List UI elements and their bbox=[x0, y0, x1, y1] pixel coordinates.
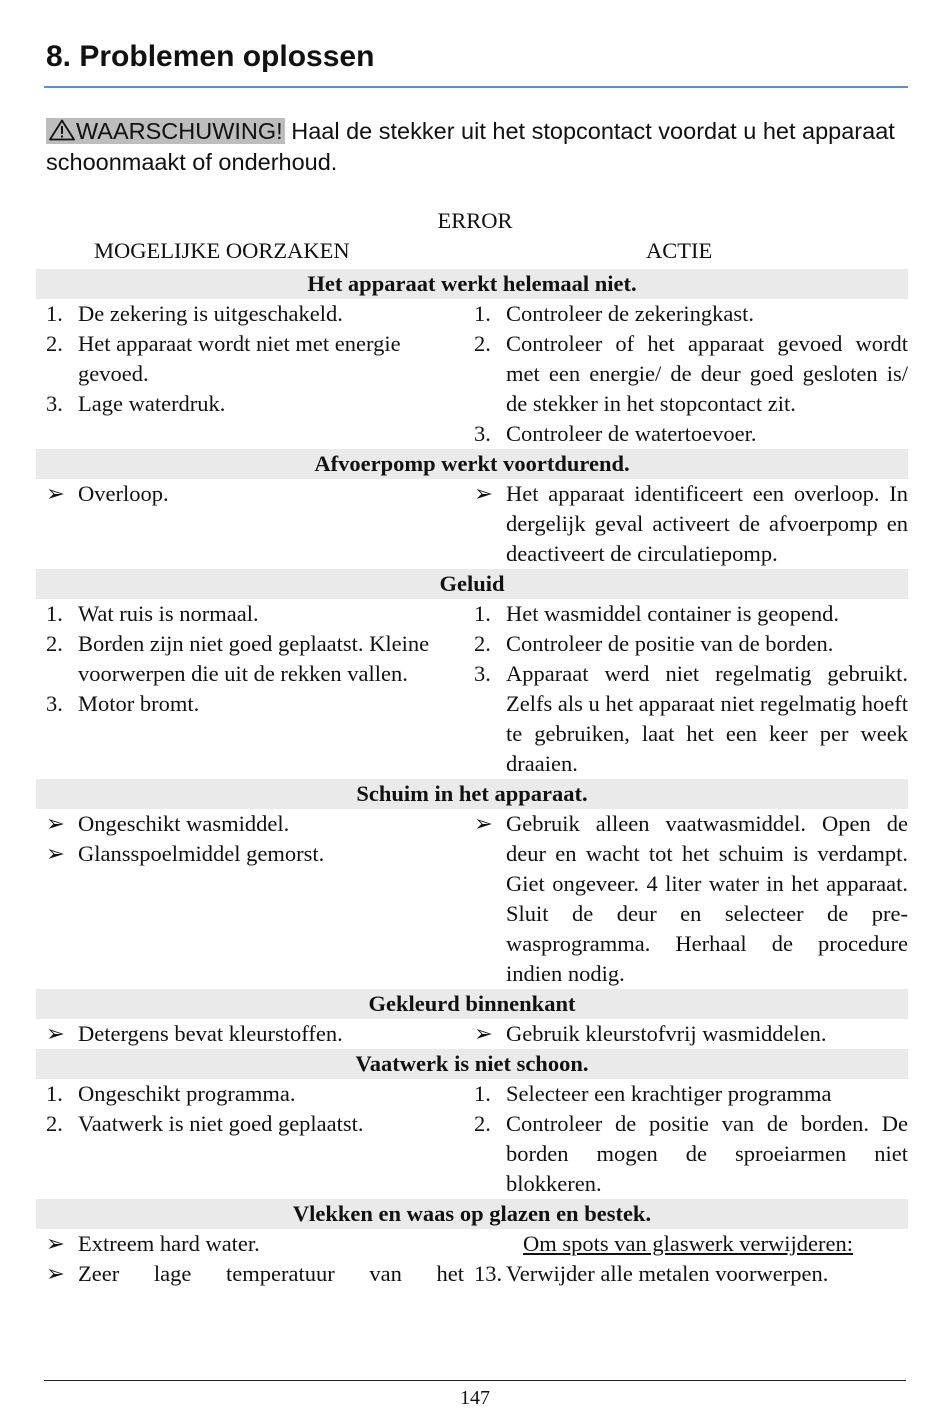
list-number: 2. bbox=[46, 1111, 63, 1136]
causes-column bbox=[36, 1019, 468, 1049]
section-title: Het apparaat werkt helemaal niet. bbox=[36, 269, 908, 299]
section-body bbox=[36, 1079, 908, 1199]
item-text: Vaatwerk is niet goed geplaatst. bbox=[78, 1111, 364, 1136]
causes-column bbox=[36, 1229, 468, 1289]
list-number: 3. bbox=[474, 661, 491, 686]
section-body bbox=[36, 479, 908, 569]
arrow-bullet-icon: ➢ bbox=[474, 811, 493, 836]
cause-item bbox=[36, 1109, 468, 1139]
item-text: Ongeschikt wasmiddel. bbox=[78, 811, 290, 836]
list-number: 3. bbox=[46, 391, 63, 416]
list-number: 2. bbox=[46, 631, 63, 656]
cause-item bbox=[36, 329, 468, 389]
title-divider bbox=[44, 86, 908, 88]
list-number: 1. bbox=[46, 1081, 63, 1106]
item-text: Controleer de zekeringkast. bbox=[506, 301, 755, 326]
page-title: 8. Problemen oplossen bbox=[46, 40, 375, 73]
warning-label-box bbox=[46, 118, 285, 144]
action-item bbox=[468, 1079, 908, 1109]
actions-column bbox=[468, 479, 908, 569]
warning-label: WAARSCHUWING! bbox=[76, 118, 283, 144]
list-number: 2. bbox=[474, 331, 491, 356]
causes-column bbox=[36, 599, 468, 779]
item-text: Overloop. bbox=[78, 481, 169, 506]
item-text: Borden zijn niet goed geplaatst. Kleine voorwerpen die uit de rekken vallen. bbox=[78, 631, 430, 686]
actions-column bbox=[468, 599, 908, 779]
item-text: Apparaat werd niet regelmatig gebruikt. Zelfs als u het apparaat niet regelmatig hoeft te gebruiken, laat het een keer per week draaien. bbox=[506, 661, 908, 776]
item-text: Gebruik alleen vaatwasmiddel. Open de deur en wacht tot het schuim is verdampt. Giet ongeveer. 4 liter water in het apparaat. Sluit de deur en selecteer de pre-wasprogramma. Herhaal de procedure indien nodig. bbox=[506, 811, 908, 986]
list-number: 1. bbox=[46, 301, 63, 326]
list-number: 2. bbox=[474, 631, 491, 656]
warning-notice bbox=[46, 116, 916, 178]
item-text: De zekering is uitgeschakeld. bbox=[78, 301, 343, 326]
action-item bbox=[468, 479, 908, 569]
list-number: 3. bbox=[46, 691, 63, 716]
arrow-bullet-icon: ➢ bbox=[46, 1261, 65, 1286]
item-text: Selecteer een krachtiger programma bbox=[506, 1081, 832, 1106]
arrow-bullet-icon: ➢ bbox=[46, 481, 65, 506]
cause-item bbox=[36, 1019, 468, 1049]
list-number: 1. bbox=[474, 1081, 491, 1106]
section-body bbox=[36, 299, 908, 449]
list-number: 3. bbox=[474, 421, 491, 446]
item-text: Detergens bevat kleurstoffen. bbox=[78, 1021, 343, 1046]
footer-divider bbox=[44, 1380, 906, 1381]
action-item bbox=[468, 299, 908, 329]
list-number: 1. bbox=[474, 301, 491, 326]
action-item bbox=[468, 809, 908, 989]
arrow-bullet-icon: ➢ bbox=[46, 841, 65, 866]
section-title: Vaatwerk is niet schoon. bbox=[36, 1049, 908, 1079]
page-number: 147 bbox=[460, 1387, 490, 1409]
action-item bbox=[468, 329, 908, 419]
list-number: 1. bbox=[46, 601, 63, 626]
item-text: Motor bromt. bbox=[78, 691, 200, 716]
warning-triangle-icon bbox=[49, 119, 75, 141]
cause-item bbox=[36, 479, 468, 509]
item-text: Wat ruis is normaal. bbox=[78, 601, 259, 626]
list-number: 2. bbox=[474, 1111, 491, 1136]
cause-item bbox=[36, 629, 468, 689]
item-text: Glansspoelmiddel gemorst. bbox=[78, 841, 325, 866]
cause-item bbox=[36, 599, 468, 629]
cause-item bbox=[36, 809, 468, 839]
action-item bbox=[468, 1259, 908, 1289]
error-heading: ERROR bbox=[437, 208, 513, 233]
arrow-bullet-icon: ➢ bbox=[46, 1231, 65, 1256]
item-text: Controleer of het apparaat gevoed wordt met een energie/ de deur goed gesloten is/ de stekker in het stopcontact zit. bbox=[506, 331, 908, 416]
item-text: Controleer de positie van de borden. De borden mogen de sproeiarmen niet blokkeren. bbox=[506, 1111, 908, 1196]
action-item bbox=[468, 629, 908, 659]
cause-item bbox=[36, 1229, 468, 1259]
list-number: 13. bbox=[474, 1261, 503, 1286]
actions-column bbox=[468, 1079, 908, 1199]
cause-item bbox=[36, 689, 468, 719]
section-body bbox=[36, 1019, 908, 1049]
cause-item bbox=[36, 1079, 468, 1109]
arrow-bullet-icon: ➢ bbox=[46, 811, 65, 836]
action-item bbox=[468, 659, 908, 779]
arrow-bullet-icon: ➢ bbox=[46, 1021, 65, 1046]
section-title: Afvoerpomp werkt voortdurend. bbox=[36, 449, 908, 479]
cause-item bbox=[36, 839, 468, 869]
section-title: Geluid bbox=[36, 569, 908, 599]
column-header-action: ACTIE bbox=[646, 238, 713, 263]
item-text: Het apparaat wordt niet met energie gevoed. bbox=[78, 331, 401, 386]
arrow-bullet-icon: ➢ bbox=[474, 481, 493, 506]
list-number: 2. bbox=[46, 331, 63, 356]
action-item bbox=[468, 1019, 908, 1049]
cause-item bbox=[36, 389, 468, 419]
item-text: Extreem hard water. bbox=[78, 1231, 260, 1256]
section-title: Gekleurd binnenkant bbox=[36, 989, 908, 1019]
section-body bbox=[36, 599, 908, 779]
causes-column bbox=[36, 479, 468, 569]
causes-column bbox=[36, 299, 468, 449]
cause-item bbox=[36, 1259, 468, 1289]
item-text: Verwijder alle metalen voorwerpen. bbox=[506, 1261, 829, 1286]
causes-column bbox=[36, 809, 468, 989]
item-text: Zeer lage temperatuur van het bbox=[78, 1261, 464, 1286]
column-header-causes: MOGELIJKE OORZAKEN bbox=[94, 238, 350, 263]
item-text: Gebruik kleurstofvrij wasmiddelen. bbox=[506, 1021, 827, 1046]
actions-column bbox=[468, 1229, 908, 1289]
item-text: Het wasmiddel container is geopend. bbox=[506, 601, 840, 626]
item-text: Ongeschikt programma. bbox=[78, 1081, 296, 1106]
item-text: Controleer de watertoevoer. bbox=[506, 421, 757, 446]
section-title: Vlekken en waas op glazen en bestek. bbox=[36, 1199, 908, 1229]
action-item bbox=[468, 1109, 908, 1199]
causes-column bbox=[36, 1079, 468, 1199]
actions-column bbox=[468, 809, 908, 989]
section-body bbox=[36, 1229, 908, 1289]
section-body bbox=[36, 809, 908, 989]
cause-item bbox=[36, 299, 468, 329]
warning-text: Haal de stekker uit het stopcontact voordat u het apparaat schoonmaakt of onderhoud. bbox=[46, 118, 895, 175]
action-item bbox=[468, 419, 908, 449]
item-text: Het apparaat identificeert een overloop. In dergelijk geval activeert de afvoerpomp en deactiveert de circulatiepomp. bbox=[506, 481, 908, 566]
troubleshooting-table bbox=[36, 269, 908, 1289]
action-item bbox=[468, 599, 908, 629]
item-text: Lage waterdruk. bbox=[78, 391, 226, 416]
actions-column bbox=[468, 299, 908, 449]
item-text: Om spots van glaswerk verwijderen: bbox=[523, 1231, 853, 1256]
section-title: Schuim in het apparaat. bbox=[36, 779, 908, 809]
list-number: 1. bbox=[474, 601, 491, 626]
item-text: Controleer de positie van de borden. bbox=[506, 631, 834, 656]
arrow-bullet-icon: ➢ bbox=[474, 1021, 493, 1046]
actions-column bbox=[468, 1019, 908, 1049]
action-item bbox=[468, 1229, 908, 1259]
